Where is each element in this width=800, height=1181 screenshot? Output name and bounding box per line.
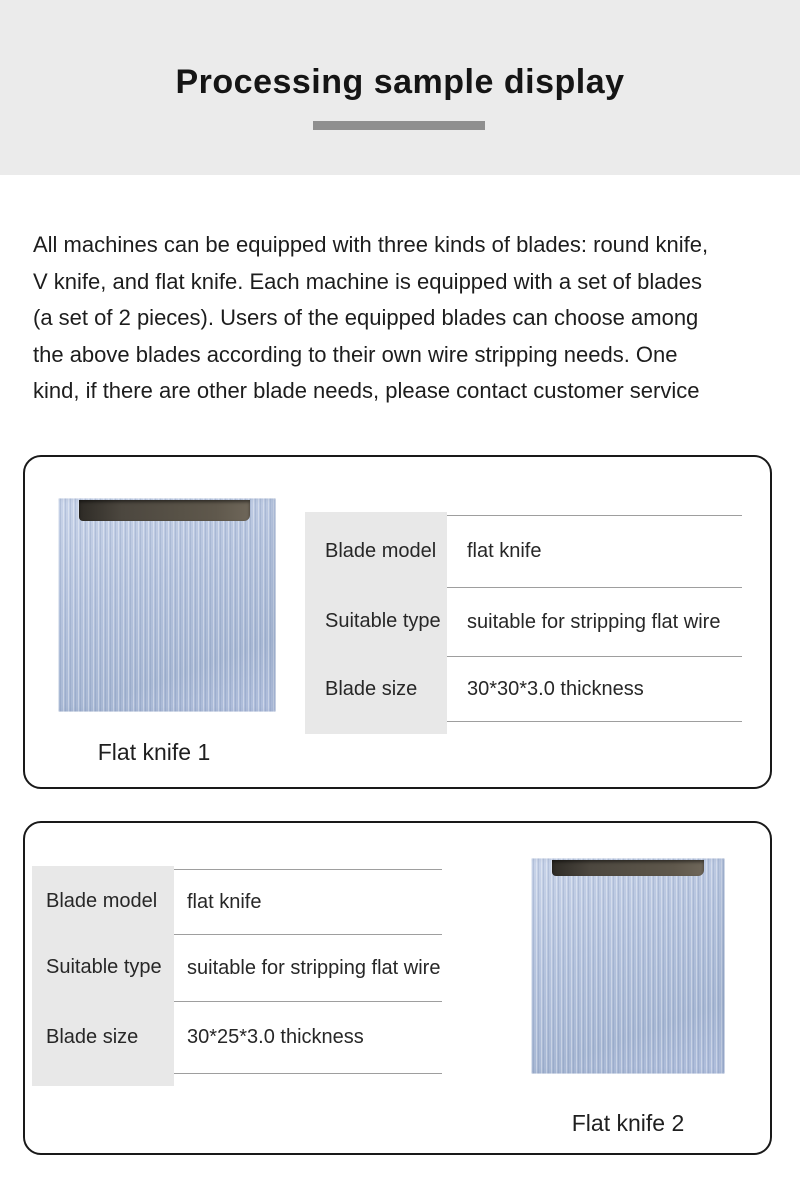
- flat-knife-2-photo: [531, 858, 725, 1074]
- intro-line: kind, if there are other blade needs, please contact customer service: [33, 378, 700, 403]
- row-value: 30*25*3.0 thickness: [174, 1001, 442, 1074]
- table-row: [305, 587, 742, 656]
- table-row: [305, 656, 742, 722]
- row-value: suitable for stripping flat wire: [174, 934, 442, 1001]
- intro-line: (a set of 2 pieces). Users of the equipped blades can choose among: [33, 305, 699, 330]
- row-value: 30*30*3.0 thickness: [447, 656, 742, 722]
- header-band: [0, 0, 800, 175]
- table-row: [305, 515, 742, 587]
- title-underline-bar: [313, 121, 485, 130]
- blade-slot: [79, 500, 250, 521]
- spec-rows: [305, 515, 742, 722]
- product-card-flat-knife-2: [23, 821, 772, 1155]
- table-row: [32, 1001, 442, 1074]
- row-label: Blade size: [325, 677, 418, 700]
- intro-line: the above blades according to their own wire stripping needs. One: [33, 341, 678, 367]
- row-label: Suitable type: [325, 610, 441, 632]
- intro-line: V knife, and flat knife. Each machine is equipped with a set of blades: [33, 268, 702, 294]
- table-row: [32, 934, 442, 1001]
- row-value: suitable for stripping flat wire: [447, 587, 742, 656]
- row-label: Blade model: [46, 890, 158, 912]
- row-label: Suitable type: [46, 956, 162, 978]
- blade-slot: [552, 860, 704, 876]
- row-label: Blade model: [325, 539, 437, 562]
- photo-caption: Flat knife 2: [571, 1110, 685, 1136]
- row-label: Blade size: [46, 1026, 139, 1048]
- page-title: Processing sample display: [175, 63, 625, 101]
- table-row: [32, 869, 442, 934]
- row-value: flat knife: [447, 515, 742, 587]
- product-card-flat-knife-1: [23, 455, 772, 789]
- intro-line: All machines can be equipped with three kinds of blades: round knife,: [33, 232, 709, 257]
- intro-paragraph: [33, 227, 778, 410]
- spec-rows: [32, 869, 442, 1074]
- photo-caption: Flat knife 1: [97, 739, 211, 765]
- flat-knife-1-photo: [58, 498, 276, 712]
- row-value: flat knife: [174, 869, 442, 934]
